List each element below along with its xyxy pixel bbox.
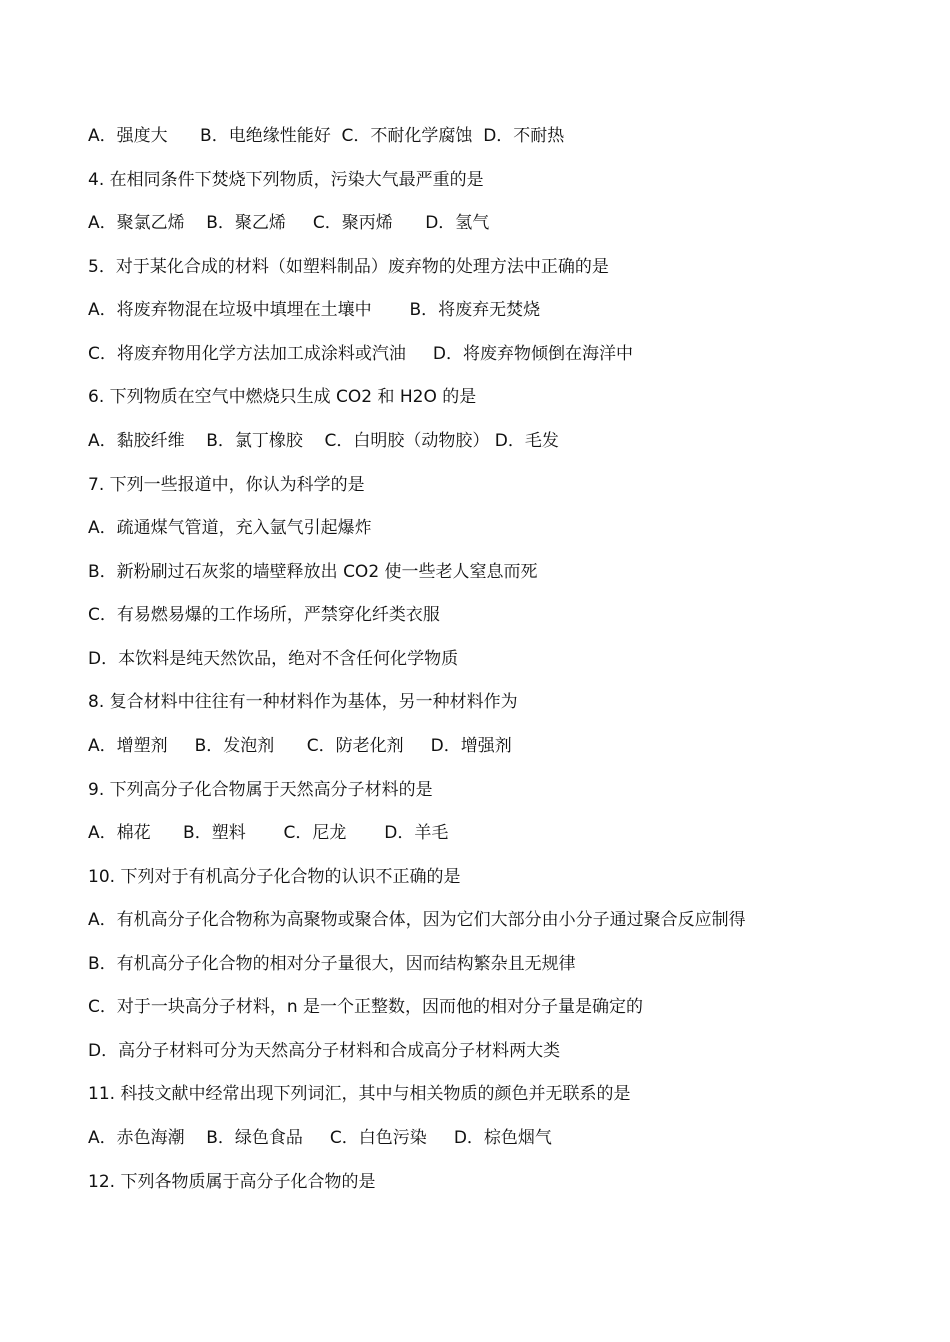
q7-option-c: C．有易燃易爆的工作场所，严禁穿化纤类衣服	[88, 605, 440, 625]
q8-question: 8. 复合材料中往往有一种材料作为基体，另一种材料作为	[88, 692, 518, 712]
q7-option-b: B．新粉刷过石灰浆的墙壁释放出 CO2 使一些老人窒息而死	[88, 562, 538, 582]
q4-options: A．聚氯乙烯 B．聚乙烯 C．聚丙烯 D．氢气	[88, 213, 490, 233]
q7-option-d: D．本饮料是纯天然饮品，绝对不含任何化学物质	[88, 649, 459, 669]
q10-option-a: A．有机高分子化合物称为高聚物或聚合体，因为它们大部分由小分子通过聚合反应制得	[88, 910, 746, 930]
q6-options: A．黏胶纤维 B．氯丁橡胶 C．白明胶（动物胶） D．毛发	[88, 431, 559, 451]
q5-options-ab: A．将废弃物混在垃圾中填埋在土壤中 B．将废弃无焚烧	[88, 300, 541, 320]
q10-question: 10. 下列对于有机高分子化合物的认识不正确的是	[88, 867, 461, 887]
q10-option-b: B．有机高分子化合物的相对分子量很大，因而结构繁杂且无规律	[88, 954, 576, 974]
q10-option-d: D．高分子材料可分为天然高分子材料和合成高分子材料两大类	[88, 1041, 561, 1061]
q4-question: 4. 在相同条件下焚烧下列物质，污染大气最严重的是	[88, 170, 484, 190]
q9-options: A．棉花 B．塑料 C．尼龙 D．羊毛	[88, 823, 449, 843]
q12-question: 12. 下列各物质属于高分子化合物的是	[88, 1172, 376, 1192]
q7-option-a: A．疏通煤气管道，充入氩气引起爆炸	[88, 518, 372, 538]
q8-options: A．增塑剂 B．发泡剂 C．防老化剂 D．增强剂	[88, 736, 512, 756]
q5-question: 5．对于某化合成的材料（如塑料制品）废弃物的处理方法中正确的是	[88, 257, 609, 277]
q7-question: 7. 下列一些报道中，你认为科学的是	[88, 475, 365, 495]
q3-options: A．强度大 B．电绝缘性能好 C．不耐化学腐蚀 D．不耐热	[88, 126, 565, 146]
q10-option-c: C．对于一块高分子材料，n 是一个正整数，因而他的相对分子量是确定的	[88, 997, 644, 1017]
q11-question: 11. 科技文献中经常出现下列词汇，其中与相关物质的颜色并无联系的是	[88, 1084, 631, 1104]
q11-options: A．赤色海潮 B．绿色食品 C．白色污染 D．棕色烟气	[88, 1128, 552, 1148]
q5-options-cd: C．将废弃物用化学方法加工成涂料或汽油 D．将废弃物倾倒在海洋中	[88, 344, 633, 364]
q9-question: 9. 下列高分子化合物属于天然高分子材料的是	[88, 780, 433, 800]
q6-question: 6. 下列物质在空气中燃烧只生成 CO2 和 H2O 的是	[88, 387, 477, 407]
